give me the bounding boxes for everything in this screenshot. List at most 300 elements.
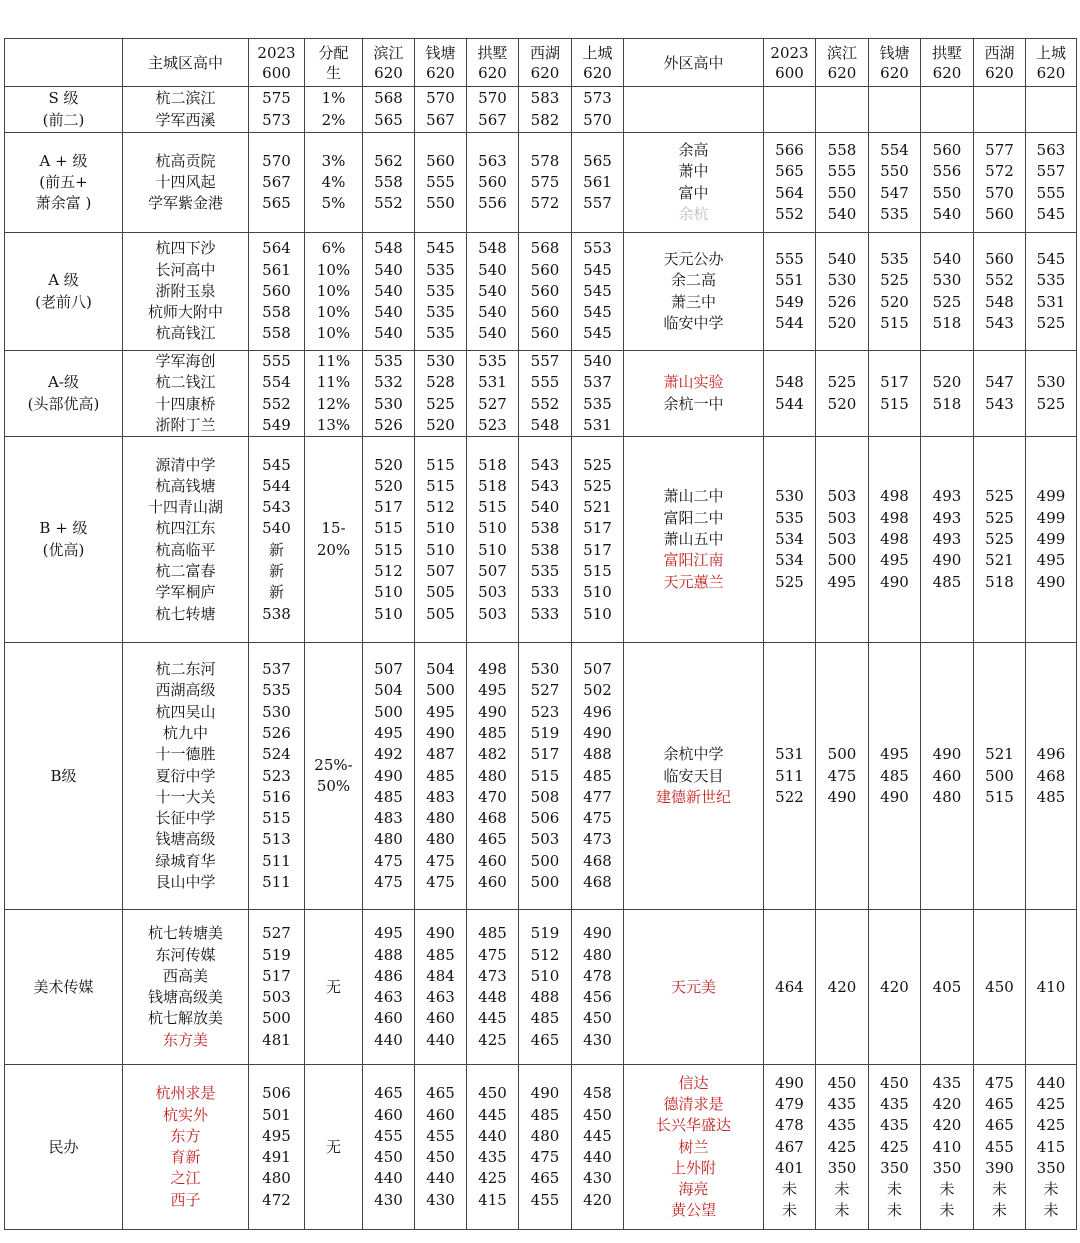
outer-score-list	[764, 87, 816, 133]
score-2023: 511	[262, 873, 291, 892]
district-score: 578	[530, 151, 560, 170]
admission-score-table	[4, 38, 1077, 1230]
score-2023: 554	[262, 373, 291, 392]
outer-score: 555	[1036, 183, 1066, 202]
score-2023: 561	[262, 260, 291, 279]
header-cell-line: 钱塘	[425, 43, 456, 62]
outer-score: 490	[880, 787, 909, 806]
district-score: 525	[426, 394, 455, 413]
district-score-list	[572, 1065, 624, 1230]
district-score: 537	[583, 373, 612, 392]
outer-score-list	[764, 133, 816, 233]
outer-score: 498	[880, 508, 909, 527]
district-score: 486	[374, 966, 403, 985]
outer-score-list	[764, 351, 816, 437]
school-name: 杭二滨江	[155, 89, 216, 108]
outer-score: 566	[775, 140, 804, 159]
header-cell-line: 620	[880, 63, 909, 82]
score-2023: 515	[262, 809, 291, 828]
outer-score: 525	[932, 292, 962, 311]
score-2023: 516	[262, 787, 291, 806]
group-row	[5, 643, 1077, 910]
score-2023: 480	[262, 1169, 291, 1188]
outer-score: 503	[827, 508, 857, 527]
school-name: 杭高临平	[155, 540, 216, 559]
outer-score: 515	[880, 313, 909, 332]
score-2023: 506	[262, 1084, 291, 1103]
district-score: 415	[478, 1190, 507, 1209]
district-score: 530	[374, 394, 403, 413]
outer-score: 425	[1036, 1094, 1066, 1113]
district-score: 492	[374, 745, 403, 764]
district-score: 533	[530, 604, 560, 623]
score-2023: 524	[262, 745, 291, 764]
school-name: 杭二富春	[155, 561, 216, 580]
outer-score: 未	[939, 1180, 955, 1199]
outer-score-list	[1026, 1065, 1077, 1230]
district-score: 505	[426, 583, 455, 602]
outer-score: 511	[775, 766, 804, 785]
quota-cell-line: 1%	[321, 89, 346, 108]
outer-score: 525	[985, 530, 1014, 549]
header-cell-line: 滨江	[373, 43, 404, 62]
header-cell	[572, 39, 624, 87]
outer-score: 493	[932, 508, 962, 527]
district-score: 557	[530, 352, 560, 370]
district-score: 463	[426, 988, 455, 1007]
header-cell-line: 拱墅	[477, 43, 508, 62]
outer-score: 未	[886, 1201, 902, 1220]
outer-score: 495	[1036, 551, 1066, 570]
outer-score: 490	[880, 572, 909, 591]
outer-score: 435	[932, 1073, 962, 1092]
header-cell-line: 生	[325, 63, 341, 82]
district-score: 440	[478, 1126, 507, 1145]
school-list	[123, 133, 249, 233]
district-score: 517	[530, 745, 560, 764]
district-score-list	[519, 87, 572, 133]
score-2023-list	[249, 1065, 305, 1230]
district-score: 505	[426, 604, 455, 623]
district-score: 507	[426, 561, 455, 580]
district-score-list	[415, 351, 467, 437]
outer-score: 未	[834, 1180, 850, 1199]
district-score: 485	[530, 1009, 560, 1028]
outer-score: 490	[1036, 572, 1066, 591]
district-score: 560	[530, 260, 560, 279]
header-cell-line: 分配	[318, 43, 349, 62]
district-score-list	[415, 437, 467, 643]
district-score: 478	[583, 966, 612, 985]
score-2023: 526	[262, 723, 291, 742]
outer-score-list	[869, 910, 921, 1065]
quota-cell	[305, 437, 363, 643]
district-score: 440	[583, 1148, 612, 1167]
quota-cell-line: 11%	[316, 352, 351, 370]
district-score: 450	[583, 1009, 612, 1028]
district-score-list	[519, 1065, 572, 1230]
score-2023-list	[249, 233, 305, 351]
district-score: 535	[530, 561, 560, 580]
district-score: 557	[583, 194, 612, 213]
category-cell-line: (前五+	[39, 172, 88, 191]
outer-score-list	[816, 351, 869, 437]
outer-score: 540	[932, 249, 962, 268]
district-score: 485	[426, 945, 455, 964]
quota-cell-line: 10%	[316, 281, 351, 300]
quota-cell-line: 10%	[316, 303, 351, 322]
category-cell	[5, 1065, 123, 1230]
header-cell-line: 钱塘	[879, 43, 910, 62]
header-cell-line: 620	[530, 63, 560, 82]
group-row	[5, 133, 1077, 233]
quota-cell	[305, 87, 363, 133]
outer-score: 521	[985, 551, 1014, 570]
category-cell-line: S 级	[48, 89, 79, 108]
outer-score-list	[764, 233, 816, 351]
category-cell	[5, 233, 123, 351]
header-cell-line: 西湖	[984, 43, 1015, 62]
score-2023: 513	[262, 830, 291, 849]
district-score-list	[467, 1065, 519, 1230]
score-2023: 495	[262, 1126, 291, 1145]
outer-score: 350	[827, 1158, 857, 1177]
outer-score: 547	[880, 183, 909, 202]
outer-score: 499	[1036, 508, 1066, 527]
quota-cell	[305, 1065, 363, 1230]
district-score: 560	[530, 303, 560, 322]
district-score: 525	[583, 476, 612, 495]
outer-score: 515	[985, 787, 1014, 806]
district-score: 460	[478, 851, 507, 870]
district-score: 475	[374, 851, 403, 870]
district-score: 503	[478, 604, 507, 623]
header-cell	[363, 39, 415, 87]
category-cell-line: A 级	[48, 271, 79, 290]
outer-score: 540	[827, 204, 857, 223]
outer-score: 460	[932, 766, 962, 785]
district-score: 545	[583, 303, 612, 322]
district-score: 519	[530, 924, 560, 943]
header-cell-line: 拱墅	[931, 43, 962, 62]
district-score-list	[415, 233, 467, 351]
district-score: 540	[583, 352, 612, 370]
district-score: 475	[530, 1148, 560, 1167]
outer-score: 468	[1036, 766, 1066, 785]
district-score: 563	[478, 151, 507, 170]
header-cell-line: 620	[932, 63, 962, 82]
district-score: 477	[583, 787, 612, 806]
score-2023-list	[249, 437, 305, 643]
outer-score-list	[869, 1065, 921, 1230]
group-row	[5, 437, 1077, 643]
outer-school-name: 上外附	[670, 1158, 716, 1177]
outer-score: 498	[880, 530, 909, 549]
district-score: 512	[530, 945, 560, 964]
district-score: 500	[530, 873, 560, 892]
score-2023: 537	[262, 660, 291, 679]
district-score-list	[415, 1065, 467, 1230]
quota-cell-line: 25%-	[314, 755, 353, 774]
outer-score: 525	[985, 508, 1014, 527]
outer-school-name: 海亮	[678, 1180, 709, 1199]
outer-school-name: 富中	[678, 183, 709, 202]
district-score: 465	[530, 1030, 560, 1049]
outer-score: 572	[985, 162, 1014, 181]
category-cell	[5, 643, 123, 910]
outer-score: 550	[932, 183, 962, 202]
category-cell-line: A + 级	[39, 151, 88, 170]
district-score-list	[363, 910, 415, 1065]
outer-school-name: 萧山二中	[663, 487, 724, 506]
outer-score: 577	[985, 140, 1014, 159]
district-score: 460	[374, 1009, 403, 1028]
district-score: 425	[478, 1169, 507, 1188]
outer-score-list	[921, 133, 974, 233]
district-score: 540	[478, 281, 507, 300]
outer-school-name: 余杭	[678, 204, 709, 223]
outer-score: 530	[1036, 373, 1066, 392]
header-cell-line: 620	[583, 63, 612, 82]
outer-score: 549	[775, 292, 804, 311]
district-score: 496	[583, 702, 612, 721]
outer-score: 410	[1036, 977, 1066, 996]
outer-score-list	[816, 1065, 869, 1230]
outer-score: 435	[880, 1116, 909, 1135]
header-cell	[624, 39, 764, 87]
district-score: 504	[374, 681, 403, 700]
outer-score: 435	[827, 1094, 857, 1113]
district-score: 535	[374, 352, 403, 370]
district-score: 560	[530, 281, 560, 300]
district-score-list	[415, 910, 467, 1065]
outer-score: 未	[834, 1201, 850, 1220]
outer-score: 未	[1043, 1180, 1059, 1199]
district-score: 482	[478, 745, 507, 764]
score-2023-list	[249, 87, 305, 133]
outer-score: 560	[985, 204, 1014, 223]
outer-school-name: 临安天目	[663, 766, 724, 785]
quota-cell-line: 4%	[321, 172, 346, 191]
category-cell-line: A-级	[48, 373, 79, 392]
district-score: 490	[530, 1084, 560, 1103]
district-score: 507	[374, 660, 403, 679]
outer-score: 535	[880, 249, 909, 268]
district-score-list	[467, 910, 519, 1065]
header-cell-line: 620	[1036, 63, 1066, 82]
district-score: 545	[583, 324, 612, 343]
district-score: 483	[374, 809, 403, 828]
school-name: 杭二东河	[155, 660, 216, 679]
outer-score-list	[816, 910, 869, 1065]
district-score-list	[467, 643, 519, 910]
outer-score: 435	[880, 1094, 909, 1113]
header-cell	[921, 39, 974, 87]
outer-score: 496	[1036, 745, 1066, 764]
outer-score: 425	[1036, 1116, 1066, 1135]
school-name: 西湖高级	[155, 681, 216, 700]
outer-score: 479	[775, 1094, 804, 1113]
outer-school-name: 萧山五中	[663, 530, 724, 549]
school-name: 杭师大附中	[147, 303, 223, 322]
district-score: 573	[583, 89, 612, 108]
outer-score: 420	[880, 977, 909, 996]
outer-score: 555	[827, 162, 857, 181]
school-name: 十四康桥	[155, 394, 216, 413]
district-score: 515	[426, 476, 455, 495]
school-name: 十四风起	[155, 172, 216, 191]
outer-score: 545	[1036, 204, 1066, 223]
school-name: 十一大关	[155, 787, 216, 806]
outer-score: 535	[775, 508, 804, 527]
district-score: 545	[583, 281, 612, 300]
school-name: 东方美	[162, 1030, 208, 1049]
district-score: 455	[374, 1126, 403, 1145]
outer-score: 490	[827, 787, 857, 806]
score-2023: 527	[262, 924, 291, 943]
header-cell-line: 滨江	[826, 43, 857, 62]
header-cell-line: 620	[827, 63, 857, 82]
district-score: 450	[374, 1148, 403, 1167]
table-body	[5, 39, 1077, 1230]
outer-score: 555	[775, 249, 804, 268]
district-score: 480	[530, 1126, 560, 1145]
outer-score-list	[974, 133, 1026, 233]
outer-score: 552	[985, 271, 1014, 290]
outer-score-list	[869, 351, 921, 437]
outer-score: 490	[775, 1073, 804, 1092]
outer-score: 522	[775, 787, 804, 806]
outer-score: 350	[1036, 1158, 1066, 1177]
outer-school-list	[624, 643, 764, 910]
header-cell	[869, 39, 921, 87]
district-score: 540	[374, 260, 403, 279]
outer-score: 545	[1036, 249, 1066, 268]
outer-score: 535	[880, 204, 909, 223]
outer-score-list	[921, 1065, 974, 1230]
header-cell-line: 西湖	[529, 43, 560, 62]
outer-score-list	[816, 643, 869, 910]
header-row	[5, 39, 1077, 87]
school-name: 学军桐庐	[155, 583, 216, 602]
district-score: 440	[426, 1169, 455, 1188]
outer-score: 464	[775, 977, 804, 996]
outer-score: 550	[827, 183, 857, 202]
district-score: 518	[478, 476, 507, 495]
outer-score: 535	[1036, 271, 1066, 290]
district-score: 548	[530, 415, 560, 434]
outer-score-list	[921, 437, 974, 643]
district-score-list	[519, 233, 572, 351]
district-score: 495	[374, 723, 403, 742]
district-score: 535	[478, 352, 507, 370]
outer-score: 547	[985, 373, 1014, 392]
school-list	[123, 233, 249, 351]
score-2023-list	[249, 133, 305, 233]
district-score: 520	[374, 476, 403, 495]
district-score: 520	[426, 415, 455, 434]
outer-score: 548	[775, 373, 804, 392]
district-score: 526	[374, 415, 403, 434]
outer-score-list	[816, 437, 869, 643]
header-cell-line: 上城	[1035, 43, 1066, 62]
quota-cell	[305, 133, 363, 233]
score-2023: 543	[262, 498, 291, 517]
score-2023: 560	[262, 281, 291, 300]
outer-score: 485	[1036, 787, 1066, 806]
header-cell-line: 620	[374, 63, 403, 82]
outer-score: 未	[991, 1201, 1007, 1220]
quota-cell-line: 无	[325, 1137, 341, 1156]
group-row	[5, 1065, 1077, 1230]
district-score: 535	[426, 324, 455, 343]
outer-score: 503	[827, 530, 857, 549]
school-list	[123, 87, 249, 133]
school-name: 长征中学	[155, 809, 216, 828]
district-score: 530	[426, 352, 455, 370]
district-score: 490	[426, 924, 455, 943]
outer-score: 500	[985, 766, 1014, 785]
outer-score: 534	[775, 551, 804, 570]
school-name: 杭高钱塘	[155, 476, 216, 495]
outer-school-name: 天元公办	[663, 249, 724, 268]
outer-score-list	[921, 351, 974, 437]
district-score: 515	[583, 561, 612, 580]
district-score: 575	[530, 172, 560, 191]
outer-school-list	[624, 910, 764, 1065]
district-score-list	[363, 643, 415, 910]
school-name: 西高美	[162, 966, 208, 985]
school-name: 杭州求是	[155, 1084, 216, 1103]
school-name: 杭高贡院	[155, 151, 216, 170]
outer-score-list	[1026, 643, 1077, 910]
outer-score: 450	[827, 1073, 857, 1092]
score-2023: 558	[262, 303, 291, 322]
school-name: 杭高钱江	[155, 324, 216, 343]
district-score: 540	[374, 281, 403, 300]
category-cell-line: B + 级	[39, 519, 88, 538]
district-score: 495	[426, 702, 455, 721]
district-score-list	[467, 351, 519, 437]
score-2023: 552	[262, 394, 291, 413]
score-2023: 540	[262, 519, 291, 538]
outer-school-list	[624, 351, 764, 437]
district-score: 507	[583, 660, 612, 679]
district-score: 460	[374, 1105, 403, 1124]
header-cell-line: 外区高中	[663, 53, 724, 72]
score-2023: 530	[262, 702, 291, 721]
district-score: 552	[530, 394, 560, 413]
district-score: 510	[426, 519, 455, 538]
category-cell-line: (优高)	[42, 540, 85, 559]
group-row	[5, 351, 1077, 437]
outer-school-name: 富阳江南	[663, 551, 724, 570]
district-score-list	[467, 233, 519, 351]
score-2023: 564	[262, 239, 291, 258]
outer-score: 525	[985, 487, 1014, 506]
district-score-list	[519, 643, 572, 910]
category-cell-line: 美术传媒	[33, 977, 94, 996]
school-name: 浙附丁兰	[155, 415, 216, 434]
outer-score-list	[1026, 437, 1077, 643]
outer-score: 495	[880, 745, 909, 764]
school-name: 浙附玉泉	[155, 281, 216, 300]
quota-cell-line: 10%	[316, 324, 351, 343]
district-score: 538	[530, 540, 560, 559]
score-2023: 503	[262, 988, 291, 1007]
district-score: 556	[478, 194, 507, 213]
district-score: 485	[374, 787, 403, 806]
